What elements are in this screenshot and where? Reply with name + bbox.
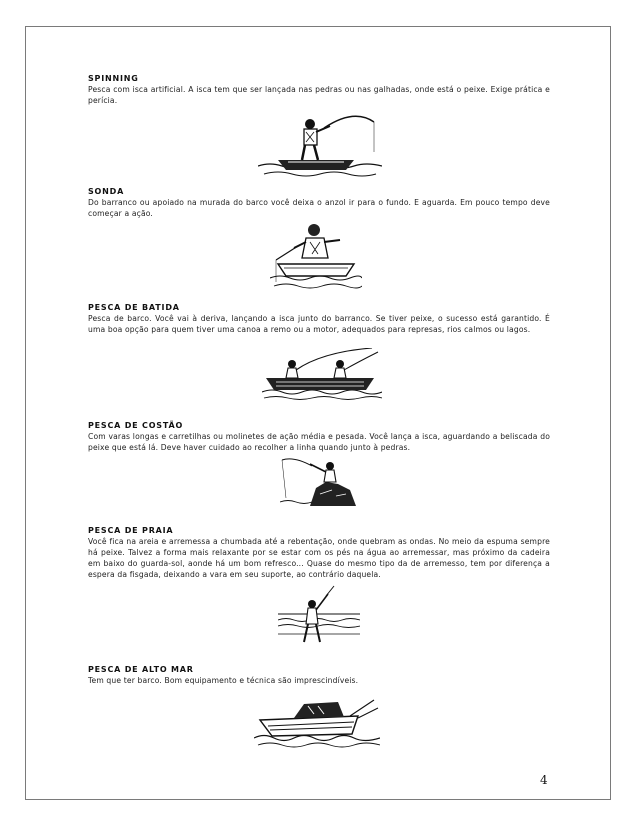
section-spinning <box>88 73 550 106</box>
costao-illustration <box>280 454 356 506</box>
section-body: Tem que ter barco. Bom equipamento e técnica são imprescindíveis. <box>88 676 359 685</box>
section-body: Você fica na areia e arremessa a chumbada até a rebentação, onde quebram as ondas. No meio da espuma sempre há peixe. Talvez a forma mais relaxante por se estar com os pés na água ao arremessar, mas próximo da cadeira em baixo do guarda-sol, aonde há um bom refresco... Quase do mesmo tipo da de arremesso, tem por diferença a espera da fisgada, deixando a vara em seu suporte, ao contrário daquela. <box>88 537 550 579</box>
section-title: PESCA DE PRAIA <box>88 526 174 535</box>
section-title: PESCA DE ALTO MAR <box>88 665 194 674</box>
section-body: Pesca de barco. Você vai à deriva, lançando a isca junto do barranco. Se tiver peixe, o sucesso está garantido. É uma boa opção para quem tiver uma canoa a remo ou a motor, adequados para represas, rios calmos ou lagos. <box>88 314 550 334</box>
section-pesca-de-praia <box>88 525 550 580</box>
section-title: SONDA <box>88 187 125 196</box>
page-number: 4 <box>540 773 548 787</box>
section-pesca-de-alto-mar <box>88 664 550 686</box>
section-body: Do barranco ou apoiado na murada do barco você deixa o anzol ir para o fundo. E aguarda. Em pouco tempo deve começar a ação. <box>88 198 550 218</box>
section-title: PESCA DE BATIDA <box>88 303 180 312</box>
spinning-illustration <box>258 112 382 178</box>
section-body: Com varas longas e carretilhas ou molinetes de ação média e pesada. Você lança a isca, aguardando a beliscada do peixe que está lá. Deve haver cuidado ao recolher a linha quando junto à pedras. <box>88 432 550 452</box>
section-sonda <box>88 186 550 219</box>
section-pesca-de-batida <box>88 302 550 335</box>
alto-mar-illustration <box>254 692 380 748</box>
section-body: Pesca com isca artificial. A isca tem que ser lançada nas pedras ou nas galhadas, onde está o peixe. Exige prática e perícia. <box>88 85 550 105</box>
praia-illustration <box>278 584 360 646</box>
batida-illustration <box>262 348 382 402</box>
section-pesca-de-costao <box>88 420 550 453</box>
section-title: SPINNING <box>88 74 139 83</box>
sonda-illustration <box>270 220 362 290</box>
section-title: PESCA DE COSTÃO <box>88 421 184 430</box>
